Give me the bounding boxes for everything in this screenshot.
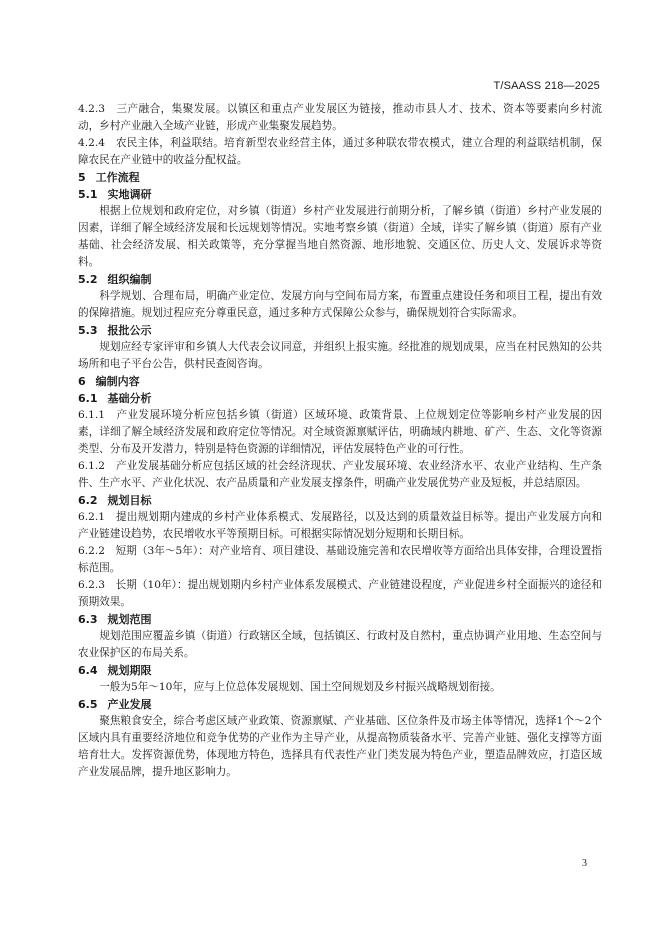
clause-6-1-1: 6.1.1 产业发展环境分析应包括乡镇（街道）区域环境、政策背景、上位规划定位等影响乡村产业发展的因素，详细了解全域经济发展和政府定位等情况。对全域资源禀赋评估，明确域内耕地、矿产、生态、文化等资源类型、分布及开发潜力，特别是特色资源的详细情况，评估发展特色产业的可行性。	[78, 409, 602, 455]
section-title: 实地调研	[107, 188, 152, 201]
section-title: 编制内容	[95, 375, 140, 388]
clause-4-2-3: 4.2.3 三产融合，集聚发展。以镇区和重点产业发展区为链接，推动市县人才、技术、资本等要素向乡村流动，乡村产业融入全域产业链，形成产业集聚发展趋势。	[78, 103, 602, 132]
clause-6-2-2: 6.2.2 短期（3年～5年）：对产业培育、项目建设、基础设施完善和农民增收等方面给出具体安排，合理设置指标范围。	[78, 545, 602, 574]
section-title: 报批公示	[107, 324, 152, 337]
subsection-heading-6-1	[78, 390, 602, 407]
section-heading-6	[78, 373, 602, 390]
section-number: 6.2	[78, 494, 98, 507]
paragraph-6-3: 规划范围应覆盖乡镇（街道）行政辖区全域，包括镇区、行政村及自然村，重点协调产业用地、生态空间与农业保护区的布局关系。	[78, 630, 602, 659]
clause-6-1-2: 6.1.2 产业发展基础分析应包括区域的社会经济现状、产业发展环境、农业经济水平、农业产业结构、生产条件、生产水平、产业化状况、农产品质量和产业发展支撑条件，明确产业发展优势产业及短板，并总结原因。	[78, 460, 602, 489]
clause-6-2-1: 6.2.1 提出规划期内建成的乡村产业体系模式、发展路径，以及达到的质量效益目标等。提出产业发展方向和产业链建设趋势，农民增收水平等预期目标。可根据实际情况划分短期和长期目标。	[78, 511, 602, 540]
paragraph-6-5: 聚焦粮食安全，综合考虑区域产业政策、资源禀赋、产业基础、区位条件及市场主体等情况，选择1个～2个区域内具有重要经济地位和竞争优势的产业作为主导产业，从提高物质装备水平、完善产业链、强化支撑等方面培育壮大。发挥资源优势，体现地方特色，选择具有代表性产业门类发展为特色产业，塑造品牌效应，打造区域产业发展品牌，提升地区影响力。	[78, 715, 602, 778]
section-number: 6	[78, 375, 86, 388]
subsection-heading-5-1	[78, 186, 602, 203]
section-title: 产业发展	[107, 698, 152, 711]
section-title: 组织编制	[107, 273, 152, 286]
section-number: 6.1	[78, 392, 98, 405]
paragraph-6-4: 一般为5年～10年，应与上位总体发展规划、国土空间规划及乡村振兴战略规划衔接。	[99, 681, 501, 693]
subsection-heading-6-5	[78, 696, 602, 713]
document-body	[78, 101, 602, 781]
paragraph-5-1: 根据上位规划和政府定位，对乡镇（街道）乡村产业发展进行前期分析，了解乡镇（街道）乡村产业发展的因素，详细了解全域经济发展和长远规划等情况。实地考察乡镇（街道）全域，详实了解乡镇（街道）原有产业基础、社会经济发展、相关政策等，充分掌握当地自然资源、地形地貌、交通区位、历史人文、发展诉求等资料。	[78, 205, 602, 268]
subsection-heading-6-2	[78, 492, 602, 509]
subsection-heading-6-4	[78, 662, 602, 679]
section-number: 5.2	[78, 273, 98, 286]
section-title: 规划目标	[107, 494, 152, 507]
section-number: 5.3	[78, 324, 98, 337]
section-title: 基础分析	[107, 392, 152, 405]
section-number: 5	[78, 171, 86, 184]
section-title: 规划范围	[107, 613, 152, 626]
paragraph-5-2: 科学规划、合理布局，明确产业定位、发展方向与空间布局方案，布置重点建设任务和项目工程，提出有效的保障措施。规划过程应充分尊重民意，通过多种方式保障公众参与，确保规划符合实际需求。	[78, 290, 602, 319]
section-number: 6.3	[78, 613, 98, 626]
section-title: 工作流程	[95, 171, 140, 184]
section-title: 规划期限	[107, 664, 152, 677]
document-id: T/SAASS 218—2025	[493, 80, 600, 92]
subsection-heading-5-2	[78, 271, 602, 288]
section-number: 5.1	[78, 188, 98, 201]
section-number: 6.4	[78, 664, 98, 677]
subsection-heading-6-3	[78, 611, 602, 628]
section-heading-5	[78, 169, 602, 186]
clause-6-2-3: 6.2.3 长期（10年）：提出规划期内乡村产业体系发展模式、产业链建设程度，产业促进乡村全面振兴的途径和预期效果。	[78, 579, 602, 608]
clause-4-2-4: 4.2.4 农民主体，利益联结。培育新型农业经营主体，通过多种联农带农模式，建立合理的利益联结机制，保障农民在产业链中的收益分配权益。	[78, 137, 602, 166]
subsection-heading-5-3	[78, 322, 602, 339]
paragraph-5-3: 规划应经专家评审和乡镇人大代表会议同意，并组织上报实施。经批准的规划成果，应当在村民熟知的公共场所和电子平台公告，供村民查阅咨询。	[78, 341, 602, 370]
section-number: 6.5	[78, 698, 98, 711]
page-number: 3	[582, 858, 587, 869]
